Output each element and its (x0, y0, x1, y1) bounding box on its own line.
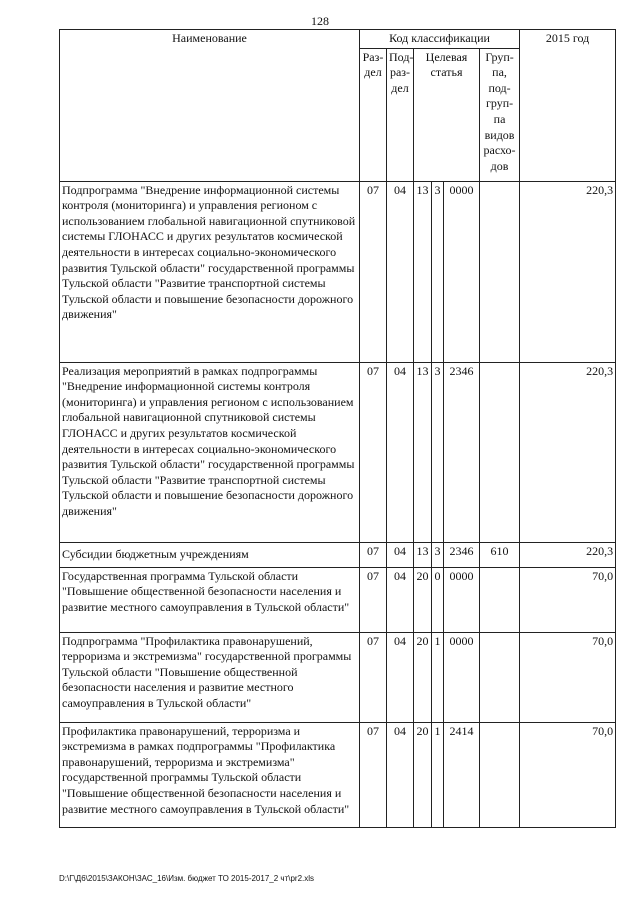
row-target-3: 0000 (444, 632, 480, 722)
row-name: Государственная программа Тульской области "Повышение общественной безопасности населения и развитие местного самоуправления в Тульской области" (60, 567, 360, 632)
header-podrazdel: Под- раз- дел (387, 48, 414, 181)
header-year: 2015 год (520, 30, 616, 182)
row-podrazdel: 04 (387, 722, 414, 827)
row-target-2: 3 (432, 362, 444, 542)
row-target-1: 13 (414, 181, 432, 362)
page-number: 128 (311, 14, 329, 28)
row-target-2: 3 (432, 181, 444, 362)
row-razdel: 07 (360, 542, 387, 567)
row-target-1: 20 (414, 567, 432, 632)
row-target-3: 2346 (444, 362, 480, 542)
row-target-1: 13 (414, 362, 432, 542)
row-razdel: 07 (360, 567, 387, 632)
header-code-classification: Код классификации (360, 30, 520, 49)
header-target-article: Целевая статья (414, 48, 480, 181)
row-target-2: 1 (432, 722, 444, 827)
header-razdel: Раз- дел (360, 48, 387, 181)
row-amount: 220,3 (520, 181, 616, 362)
row-razdel: 07 (360, 722, 387, 827)
row-target-2: 3 (432, 542, 444, 567)
table-row (60, 567, 616, 632)
row-target-3: 2414 (444, 722, 480, 827)
row-group: 610 (480, 542, 520, 567)
file-path-footer: D:\Г\Д6\2015\ЗАКОН\ЗАС_16\Изм. бюджет ТО 2015-2017_2 чт\pr2.xls (59, 874, 315, 883)
table-row (60, 632, 616, 722)
row-group (480, 362, 520, 542)
row-razdel: 07 (360, 362, 387, 542)
row-podrazdel: 04 (387, 542, 414, 567)
row-razdel: 07 (360, 181, 387, 362)
table-row (60, 181, 616, 362)
table-row (60, 722, 616, 827)
row-target-2: 1 (432, 632, 444, 722)
row-target-3: 0000 (444, 181, 480, 362)
row-amount: 220,3 (520, 362, 616, 542)
row-name: Подпрограмма "Внедрение информационной системы контроля (мониторинга) и управления регионом с использованием глобальной навигационной спутниковой системы ГЛОНАСС и других результатов космической деятельности в интересах социально-экономического развития Тульской области" государственной программы Тульской области "Развитие транспортной системы Тульской области и повышение безопасности дорожного движения" (60, 181, 360, 362)
budget-table (59, 29, 616, 828)
header-group: Груп- па, под- груп- па видов расхо- дов (480, 48, 520, 181)
row-target-1: 20 (414, 722, 432, 827)
table-row (60, 542, 616, 567)
row-podrazdel: 04 (387, 181, 414, 362)
row-target-1: 20 (414, 632, 432, 722)
row-name: Подпрограмма "Профилактика правонарушений, терроризма и экстремизма" государственной программы Тульской области "Повышение общественной безопасности населения и развитие местного самоуправления в Тульской области" (60, 632, 360, 722)
row-amount: 70,0 (520, 722, 616, 827)
row-group (480, 632, 520, 722)
header-row-1 (60, 30, 616, 49)
row-target-2: 0 (432, 567, 444, 632)
row-target-3: 0000 (444, 567, 480, 632)
row-name: Реализация мероприятий в рамках подпрограммы "Внедрение информационной системы контроля (мониторинга) и управления регионом с использованием глобальной навигационной спутниковой системы ГЛОНАСС и других результатов космической деятельности в интересах социально-экономического развития Тульской области" государственной программы Тульской области "Развитие транспортной системы Тульской области и повышение безопасности дорожного движения" (60, 362, 360, 542)
row-group (480, 722, 520, 827)
row-group (480, 181, 520, 362)
row-amount: 70,0 (520, 632, 616, 722)
table-row (60, 362, 616, 542)
row-group (480, 567, 520, 632)
row-amount: 70,0 (520, 567, 616, 632)
row-target-1: 13 (414, 542, 432, 567)
row-podrazdel: 04 (387, 567, 414, 632)
row-target-3: 2346 (444, 542, 480, 567)
row-podrazdel: 04 (387, 632, 414, 722)
row-podrazdel: 04 (387, 362, 414, 542)
header-name: Наименование (60, 30, 360, 182)
row-amount: 220,3 (520, 542, 616, 567)
row-razdel: 07 (360, 632, 387, 722)
row-name: Профилактика правонарушений, терроризма и экстремизма в рамках подпрограммы "Профилактика правонарушений, терроризма и экстремизма" государственной программы Тульской области "Повышение общественной безопасности населения и развитие местного самоуправления в Тульской области" (60, 722, 360, 827)
row-name: Субсидии бюджетным учреждениям (60, 542, 360, 567)
